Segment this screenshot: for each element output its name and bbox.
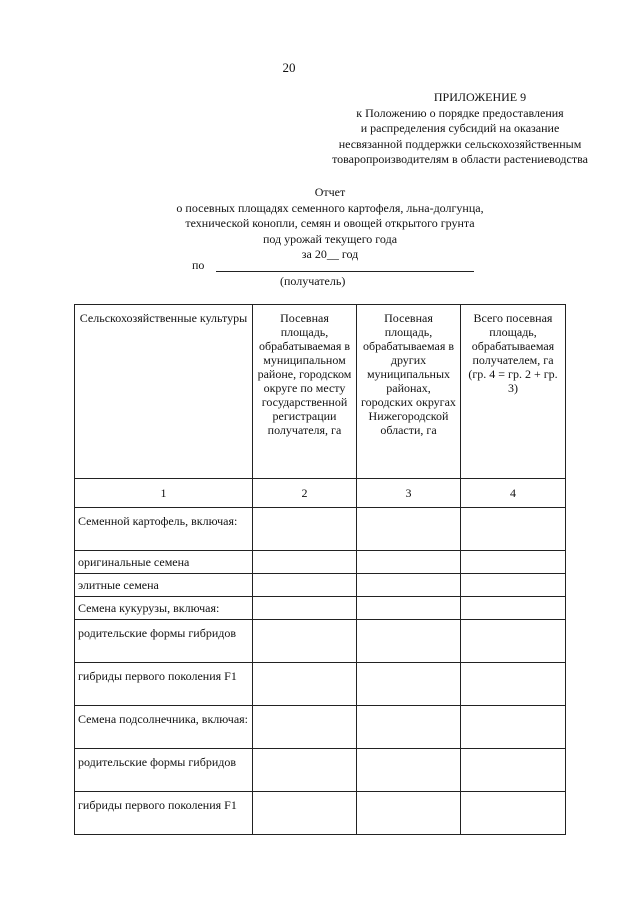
recipient-caption: (получатель) xyxy=(280,274,346,288)
area-cell[interactable] xyxy=(461,508,566,551)
crop-name: Семенной картофель, включая: xyxy=(75,508,253,551)
area-cell[interactable] xyxy=(461,620,566,663)
recipient-prefix: по xyxy=(192,258,205,272)
table-row xyxy=(75,508,566,551)
column-number: 1 xyxy=(75,479,253,508)
area-cell[interactable] xyxy=(461,706,566,749)
area-cell[interactable] xyxy=(461,663,566,706)
area-cell[interactable] xyxy=(253,706,357,749)
crop-name: гибриды первого поколения F1 xyxy=(75,792,253,835)
crop-name: элитные семена xyxy=(75,574,253,597)
report-subtitle-line: технической конопли, семян и овощей открытого грунта xyxy=(185,216,475,230)
header-crops: Сельскохозяйственные культуры xyxy=(75,305,253,479)
table-row xyxy=(75,663,566,706)
report-table xyxy=(74,304,566,835)
table-row xyxy=(75,706,566,749)
appendix-line: и распределения субсидий на оказание xyxy=(360,121,560,135)
recipient-field[interactable] xyxy=(216,271,474,272)
crop-name: родительские формы гибридов xyxy=(75,749,253,792)
report-year-line: за 20__ год xyxy=(301,247,359,261)
table-header-row xyxy=(75,305,566,479)
table-row xyxy=(75,792,566,835)
area-cell[interactable] xyxy=(357,663,461,706)
header-area-other-districts: Посевная площадь, обрабатываемая в других муниципальных районах, городских округах Нижегородской области, га xyxy=(357,305,461,479)
column-number: 2 xyxy=(253,479,357,508)
area-cell[interactable] xyxy=(357,597,461,620)
appendix-line: товаропроизводителям в области растениеводства xyxy=(332,152,588,166)
header-area-total: Всего посевная площадь, обрабатываемая получателем, га (гр. 4 = гр. 2 + гр. 3) xyxy=(461,305,566,479)
area-cell[interactable] xyxy=(357,551,461,574)
area-cell[interactable] xyxy=(357,508,461,551)
area-cell[interactable] xyxy=(253,792,357,835)
area-cell[interactable] xyxy=(253,620,357,663)
area-cell[interactable] xyxy=(461,574,566,597)
area-cell[interactable] xyxy=(253,508,357,551)
crop-name: Семена кукурузы, включая: xyxy=(75,597,253,620)
appendix-header xyxy=(300,90,620,168)
area-cell[interactable] xyxy=(461,792,566,835)
page-number: 20 xyxy=(282,60,296,75)
report-title-block xyxy=(140,185,520,263)
area-cell[interactable] xyxy=(253,597,357,620)
table-row xyxy=(75,574,566,597)
area-cell[interactable] xyxy=(253,749,357,792)
table-row xyxy=(75,749,566,792)
area-cell[interactable] xyxy=(253,663,357,706)
crop-name: родительские формы гибридов xyxy=(75,620,253,663)
appendix-title: ПРИЛОЖЕНИЕ 9 xyxy=(433,90,527,104)
column-number: 3 xyxy=(357,479,461,508)
area-cell[interactable] xyxy=(461,597,566,620)
area-cell[interactable] xyxy=(253,551,357,574)
report-subtitle-line: о посевных площадях семенного картофеля, льна-долгунца, xyxy=(176,200,484,215)
area-cell[interactable] xyxy=(357,706,461,749)
header-area-home-district: Посевная площадь, обрабатываемая в муниципальном районе, городском округе по месту государственной регистрации получателя, га xyxy=(253,305,357,479)
column-number: 4 xyxy=(461,479,566,508)
area-cell[interactable] xyxy=(461,551,566,574)
area-cell[interactable] xyxy=(357,574,461,597)
appendix-line: несвязанной поддержки сельскохозяйственным xyxy=(338,136,582,151)
table-row xyxy=(75,551,566,574)
column-number-row xyxy=(75,479,566,508)
report-title: Отчет xyxy=(314,185,346,199)
area-cell[interactable] xyxy=(357,749,461,792)
area-cell[interactable] xyxy=(357,620,461,663)
area-cell[interactable] xyxy=(253,574,357,597)
appendix-line: к Положению о порядке предоставления xyxy=(356,105,564,120)
table-row xyxy=(75,597,566,620)
crop-name: Семена подсолнечника, включая: xyxy=(75,706,253,749)
table-row xyxy=(75,620,566,663)
area-cell[interactable] xyxy=(357,792,461,835)
crop-name: гибриды первого поколения F1 xyxy=(75,663,253,706)
crop-name: оригинальные семена xyxy=(75,551,253,574)
report-subtitle-line: под урожай текущего года xyxy=(262,231,398,246)
area-cell[interactable] xyxy=(461,749,566,792)
